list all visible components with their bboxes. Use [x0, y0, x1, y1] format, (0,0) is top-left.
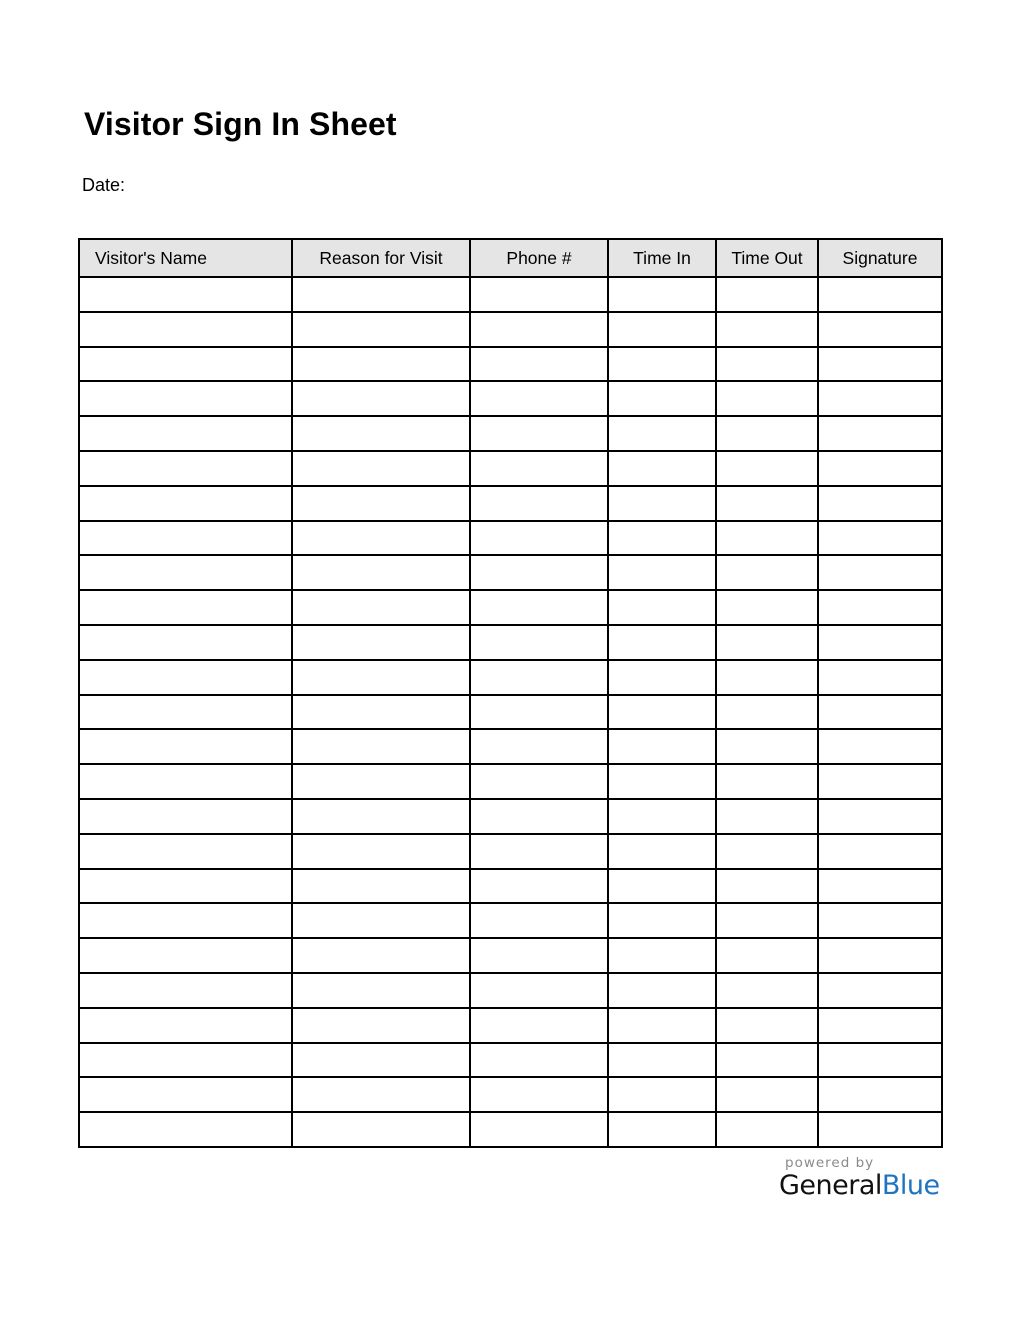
cell-signature[interactable]: [818, 347, 942, 382]
cell-time-out[interactable]: [716, 834, 818, 869]
cell-time-in[interactable]: [608, 695, 716, 730]
cell-signature[interactable]: [818, 521, 942, 556]
cell-time-in[interactable]: [608, 590, 716, 625]
cell-signature[interactable]: [818, 973, 942, 1008]
cell-phone[interactable]: [470, 451, 608, 486]
cell-time-in[interactable]: [608, 451, 716, 486]
cell-signature[interactable]: [818, 486, 942, 521]
cell-time-out[interactable]: [716, 1112, 818, 1147]
cell-phone[interactable]: [470, 590, 608, 625]
cell-time-out[interactable]: [716, 347, 818, 382]
cell-visitor-name[interactable]: [79, 729, 292, 764]
cell-signature[interactable]: [818, 381, 942, 416]
table-row: [79, 834, 942, 869]
cell-phone[interactable]: [470, 938, 608, 973]
cell-time-in[interactable]: [608, 1008, 716, 1043]
cell-signature[interactable]: [818, 1043, 942, 1078]
column-header-phone: Phone #: [470, 239, 608, 277]
cell-time-out[interactable]: [716, 1043, 818, 1078]
table-row: [79, 729, 942, 764]
cell-visitor-name[interactable]: [79, 416, 292, 451]
cell-signature[interactable]: [818, 312, 942, 347]
cell-time-in[interactable]: [608, 312, 716, 347]
cell-time-in[interactable]: [608, 486, 716, 521]
cell-time-in[interactable]: [608, 938, 716, 973]
cell-phone[interactable]: [470, 347, 608, 382]
powered-by-text: powered by: [785, 1155, 875, 1171]
column-header-visitor-name: Visitor's Name: [79, 239, 292, 277]
cell-time-out[interactable]: [716, 486, 818, 521]
generalblue-logo: [779, 1171, 941, 1201]
cell-signature[interactable]: [818, 938, 942, 973]
cell-time-in[interactable]: [608, 555, 716, 590]
cell-visitor-name[interactable]: [79, 347, 292, 382]
cell-time-in[interactable]: [608, 973, 716, 1008]
table-row: [79, 625, 942, 660]
cell-visitor-name[interactable]: [79, 869, 292, 904]
cell-time-out[interactable]: [716, 590, 818, 625]
cell-signature[interactable]: [818, 660, 942, 695]
cell-time-out[interactable]: [716, 381, 818, 416]
cell-time-in[interactable]: [608, 625, 716, 660]
cell-reason-for-visit[interactable]: [292, 660, 470, 695]
cell-phone[interactable]: [470, 416, 608, 451]
cell-time-out[interactable]: [716, 1077, 818, 1112]
cell-time-out[interactable]: [716, 695, 818, 730]
table-row: [79, 416, 942, 451]
cell-time-in[interactable]: [608, 869, 716, 904]
cell-reason-for-visit[interactable]: [292, 1008, 470, 1043]
cell-time-in[interactable]: [608, 729, 716, 764]
table-row: [79, 938, 942, 973]
cell-signature[interactable]: [818, 834, 942, 869]
cell-visitor-name[interactable]: [79, 1112, 292, 1147]
table-row: [79, 903, 942, 938]
cell-reason-for-visit[interactable]: [292, 1077, 470, 1112]
cell-time-in[interactable]: [608, 1043, 716, 1078]
cell-signature[interactable]: [818, 590, 942, 625]
cell-signature[interactable]: [818, 416, 942, 451]
cell-signature[interactable]: [818, 451, 942, 486]
cell-time-in[interactable]: [608, 764, 716, 799]
cell-reason-for-visit[interactable]: [292, 764, 470, 799]
cell-visitor-name[interactable]: [79, 521, 292, 556]
column-header-signature: Signature: [818, 239, 942, 277]
cell-signature[interactable]: [818, 1112, 942, 1147]
cell-reason-for-visit[interactable]: [292, 799, 470, 834]
powered-by-footer: [779, 1155, 941, 1201]
cell-reason-for-visit[interactable]: [292, 555, 470, 590]
cell-visitor-name[interactable]: [79, 799, 292, 834]
cell-time-out[interactable]: [716, 277, 818, 312]
cell-visitor-name[interactable]: [79, 764, 292, 799]
cell-phone[interactable]: [470, 625, 608, 660]
cell-time-out[interactable]: [716, 660, 818, 695]
cell-phone[interactable]: [470, 834, 608, 869]
cell-phone[interactable]: [470, 486, 608, 521]
brand-blue: Blue: [881, 1170, 940, 1201]
cell-time-in[interactable]: [608, 416, 716, 451]
cell-time-out[interactable]: [716, 521, 818, 556]
cell-signature[interactable]: [818, 869, 942, 904]
table-row: [79, 695, 942, 730]
cell-phone[interactable]: [470, 869, 608, 904]
column-header-reason-for-visit: Reason for Visit: [292, 239, 470, 277]
cell-reason-for-visit[interactable]: [292, 938, 470, 973]
table-row: [79, 521, 942, 556]
cell-visitor-name[interactable]: [79, 312, 292, 347]
cell-reason-for-visit[interactable]: [292, 347, 470, 382]
cell-reason-for-visit[interactable]: [292, 625, 470, 660]
cell-time-in[interactable]: [608, 660, 716, 695]
cell-signature[interactable]: [818, 764, 942, 799]
table-row: [79, 1112, 942, 1147]
cell-time-in[interactable]: [608, 834, 716, 869]
table-row: [79, 312, 942, 347]
cell-time-in[interactable]: [608, 903, 716, 938]
cell-signature[interactable]: [818, 799, 942, 834]
cell-visitor-name[interactable]: [79, 451, 292, 486]
cell-phone[interactable]: [470, 695, 608, 730]
cell-time-in[interactable]: [608, 521, 716, 556]
brand-general: General: [779, 1170, 882, 1201]
cell-reason-for-visit[interactable]: [292, 834, 470, 869]
cell-phone[interactable]: [470, 277, 608, 312]
cell-time-out[interactable]: [716, 312, 818, 347]
cell-time-out[interactable]: [716, 764, 818, 799]
cell-signature[interactable]: [818, 903, 942, 938]
cell-phone[interactable]: [470, 521, 608, 556]
cell-reason-for-visit[interactable]: [292, 1112, 470, 1147]
cell-time-out[interactable]: [716, 938, 818, 973]
cell-reason-for-visit[interactable]: [292, 486, 470, 521]
cell-reason-for-visit[interactable]: [292, 1043, 470, 1078]
cell-reason-for-visit[interactable]: [292, 312, 470, 347]
cell-visitor-name[interactable]: [79, 1008, 292, 1043]
table-row: [79, 869, 942, 904]
table-row: [79, 973, 942, 1008]
cell-reason-for-visit[interactable]: [292, 729, 470, 764]
table-row: [79, 381, 942, 416]
cell-reason-for-visit[interactable]: [292, 903, 470, 938]
cell-phone[interactable]: [470, 1043, 608, 1078]
cell-visitor-name[interactable]: [79, 903, 292, 938]
table-row: [79, 1077, 942, 1112]
cell-time-in[interactable]: [608, 277, 716, 312]
cell-phone[interactable]: [470, 729, 608, 764]
cell-time-out[interactable]: [716, 729, 818, 764]
cell-time-out[interactable]: [716, 799, 818, 834]
cell-phone[interactable]: [470, 764, 608, 799]
cell-signature[interactable]: [818, 729, 942, 764]
cell-phone[interactable]: [470, 799, 608, 834]
cell-phone[interactable]: [470, 312, 608, 347]
table-row: [79, 660, 942, 695]
table-row: [79, 590, 942, 625]
cell-time-out[interactable]: [716, 903, 818, 938]
cell-phone[interactable]: [470, 1077, 608, 1112]
cell-time-in[interactable]: [608, 1077, 716, 1112]
table-row: [79, 799, 942, 834]
cell-visitor-name[interactable]: [79, 695, 292, 730]
column-header-time-out: Time Out: [716, 239, 818, 277]
cell-time-in[interactable]: [608, 1112, 716, 1147]
cell-visitor-name[interactable]: [79, 660, 292, 695]
cell-visitor-name[interactable]: [79, 590, 292, 625]
table-row: [79, 1008, 942, 1043]
table-row: [79, 277, 942, 312]
visitor-sign-in-table: [78, 238, 943, 1148]
cell-signature[interactable]: [818, 695, 942, 730]
cell-phone[interactable]: [470, 1008, 608, 1043]
table-row: [79, 347, 942, 382]
cell-signature[interactable]: [818, 277, 942, 312]
cell-reason-for-visit[interactable]: [292, 416, 470, 451]
cell-phone[interactable]: [470, 973, 608, 1008]
cell-phone[interactable]: [470, 1112, 608, 1147]
cell-visitor-name[interactable]: [79, 486, 292, 521]
page-title: Visitor Sign In Sheet: [84, 106, 397, 142]
cell-time-out[interactable]: [716, 973, 818, 1008]
cell-time-out[interactable]: [716, 555, 818, 590]
cell-reason-for-visit[interactable]: [292, 869, 470, 904]
cell-phone[interactable]: [470, 903, 608, 938]
cell-reason-for-visit[interactable]: [292, 695, 470, 730]
cell-visitor-name[interactable]: [79, 1077, 292, 1112]
table-row: [79, 764, 942, 799]
column-header-time-in: Time In: [608, 239, 716, 277]
table-row: [79, 451, 942, 486]
table-body: [79, 277, 942, 1147]
table-row: [79, 1043, 942, 1078]
cell-reason-for-visit[interactable]: [292, 521, 470, 556]
cell-time-out[interactable]: [716, 416, 818, 451]
cell-time-in[interactable]: [608, 347, 716, 382]
table-row: [79, 555, 942, 590]
table-header-row: [79, 239, 942, 277]
cell-signature[interactable]: [818, 1077, 942, 1112]
cell-time-in[interactable]: [608, 799, 716, 834]
cell-reason-for-visit[interactable]: [292, 590, 470, 625]
cell-visitor-name[interactable]: [79, 834, 292, 869]
cell-visitor-name[interactable]: [79, 625, 292, 660]
cell-visitor-name[interactable]: [79, 277, 292, 312]
cell-visitor-name[interactable]: [79, 381, 292, 416]
cell-visitor-name[interactable]: [79, 973, 292, 1008]
cell-time-out[interactable]: [716, 451, 818, 486]
cell-visitor-name[interactable]: [79, 938, 292, 973]
cell-reason-for-visit[interactable]: [292, 973, 470, 1008]
table-row: [79, 486, 942, 521]
cell-time-out[interactable]: [716, 1008, 818, 1043]
cell-time-out[interactable]: [716, 869, 818, 904]
cell-reason-for-visit[interactable]: [292, 451, 470, 486]
cell-time-out[interactable]: [716, 625, 818, 660]
date-label: Date:: [82, 175, 126, 195]
cell-phone[interactable]: [470, 555, 608, 590]
cell-signature[interactable]: [818, 625, 942, 660]
cell-visitor-name[interactable]: [79, 555, 292, 590]
cell-phone[interactable]: [470, 381, 608, 416]
cell-reason-for-visit[interactable]: [292, 277, 470, 312]
cell-time-in[interactable]: [608, 381, 716, 416]
cell-signature[interactable]: [818, 1008, 942, 1043]
cell-signature[interactable]: [818, 555, 942, 590]
cell-visitor-name[interactable]: [79, 1043, 292, 1078]
cell-phone[interactable]: [470, 660, 608, 695]
cell-reason-for-visit[interactable]: [292, 381, 470, 416]
